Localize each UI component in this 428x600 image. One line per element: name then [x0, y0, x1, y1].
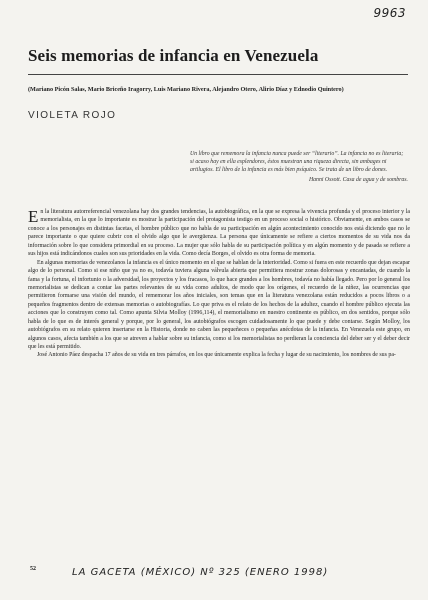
page-number: 52 — [30, 566, 36, 572]
article-body — [28, 208, 410, 360]
body-paragraph-3: José Antonio Páez despacha 17 años de su vida en tres párrafos, en los que únicamente explica la fecha y lugar de su nacimiento, los nombres de sus pa- — [37, 352, 396, 359]
body-paragraph-1-text: n la literatura autorreferencial venezolana hay dos grandes tendencias, la autobiográfica, en la que se expresa la vivencia profunda y el proceso interior y la memorialista, en la que lo importante es mostrar la participación del protagonista testigo en un proceso social o histórico. Obviamente, en ambos casos se conoce a los personajes en distintas facetas, el hombre público que no habla de su participación en algún acontecimiento conocido nos está diciendo que no le parece importante o que quiere cubrir con el olvido algo que le avergüenza. La persona que únicamente se refiere a ciertos momentos de su vida nos da información sobre lo que considera primordial en su proceso. La mujer que sólo habla de su participación política y en algún momento y de pasada se refiere a sus hijos está indicándonos cuales son sus prioridades en la vida. Como decía Borges, el olvido es otra forma de memoria. — [28, 209, 410, 258]
epigraph-attribution: Hanni Ossott. Casa de agua y de sombras. — [308, 176, 408, 183]
epigraph — [190, 150, 408, 184]
body-paragraph-2: En algunas memorias de venezolanos la infancia es el único momento en el que se hablan de la interioridad. Como si fuera en este recuerdo que dejan escapar algo de lo personal. Como si ese niño que ya no es, todavía tuviera alguna válvula abierta que permitiera mostrar zonas dolorosas y encantadas, de cuando la fama y la fortuna, el infortunio o la adversidad, los proyectos y los fracasos, lo que hace grandes a los hombres, todavía no había llegado. Pero por lo general los memorialistas se dedican a contar las partes relevantes de su vida como adultos, de modo que los orígenes, el recuerdo de la niñez, las ocurrencias que permitieron formarse una visión del mundo, el rememorar los años iniciales, son temas que en la literatura venezolana están reducidos a pocos libros o a pequeños fragmentos dentro de extensas memorias o autobiografías. Lo que priva es el relato de los hechos de la adultez, cuando el hombre público ejecuta las acciones que lo construyen como tal. Como apunta Silvia Molloy (1996,114), el memorialismo en nuestro continente es público, en dos sentidos, porque sólo habla de lo que es de interés general y porque, por lo general, los autobiógrafos escogen cuidadosamente lo que puede y debe contarse. Según Molloy, los autobiógrafos en su relato quieren insertarse en la Historia, donde no caben las pequeñeces o pequeñas anécdotas de la infancia. En Venezuela este grupo, en algunos casos, afecta también a los que se atreven a hablar sobre su infancia, como si los memorialistas no perdieran la conciencia del deber ser y el deber decir que les está permitido. — [28, 259, 410, 350]
handwritten-catalog-number: 9963 — [373, 6, 406, 20]
drop-cap: E — [28, 207, 39, 226]
epigraph-text: Un libro que rememora la infancia nunca puede ser “literario”. La infancia no es literaria; si acaso hay en ella esplendores, éstos muestran una riqueza directa, sin ambages ni artilugios. El libro de la infancia es más bien psíquico. Se trata de un libro de dones. — [190, 151, 404, 174]
title-rule — [28, 74, 408, 75]
body-paragraph-1 — [28, 208, 410, 259]
article-author: VIOLETA ROJO — [28, 110, 117, 121]
handwritten-source-note: LA GACETA (MÉXICO) Nº 325 (ENERO 1998) — [72, 567, 329, 578]
article-subtitle-authors: (Mariano Picón Salas, Mario Briceño Iragorry, Luis Mariano Rivera, Alejandro Otero, Alirio Díaz y Ednodio Quintero) — [28, 86, 344, 93]
article-title: Seis memorias de infancia en Venezuela — [28, 46, 319, 65]
